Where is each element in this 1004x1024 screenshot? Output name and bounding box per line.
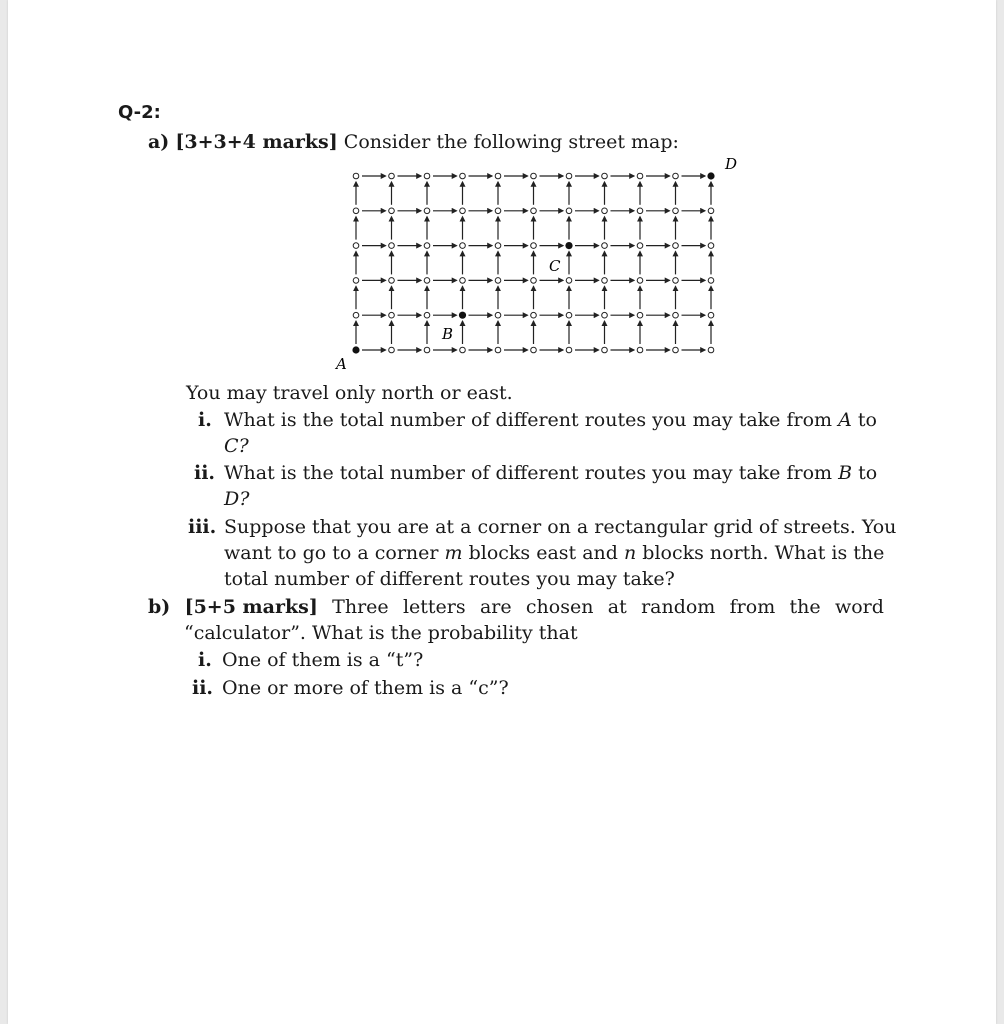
street-corner — [389, 278, 395, 284]
street-corner — [673, 208, 679, 214]
point-d-node — [707, 172, 714, 179]
street-corner — [495, 243, 501, 249]
part-b-word: letters — [402, 596, 466, 618]
item-a-ii-text: What is the total number of different routes you may take from — [224, 462, 833, 484]
street-corner — [708, 278, 714, 284]
item-a-iii-text-b: blocks east and — [468, 542, 618, 564]
street-corner — [531, 278, 537, 284]
street-map — [328, 150, 748, 380]
item-a-i-var: A — [838, 409, 852, 431]
street-corner — [531, 173, 537, 179]
street-corner — [424, 243, 430, 249]
street-corner — [424, 278, 430, 284]
part-b-word: from — [729, 596, 776, 618]
street-corner — [353, 208, 359, 214]
street-corner — [602, 208, 608, 214]
item-a-iii-var-m: m — [444, 542, 463, 564]
street-grid — [356, 176, 711, 350]
item-a-i-number: i. — [198, 409, 212, 431]
street-corner — [495, 347, 501, 353]
part-b-word: word — [834, 596, 884, 618]
item-a-iii-line1: Suppose that you are at a corner on a rectangular grid of streets. You — [224, 516, 897, 538]
part-b-marks: [5+5 marks] — [184, 596, 318, 618]
street-corner — [460, 173, 466, 179]
item-a-i-line2: C? — [224, 435, 249, 457]
street-corner — [602, 347, 608, 353]
street-corner — [531, 243, 537, 249]
street-corner — [602, 243, 608, 249]
part-b-word: at — [607, 596, 627, 618]
point-a-node — [352, 346, 359, 353]
part-b-header — [148, 594, 884, 620]
street-corner — [566, 173, 572, 179]
point-c-node — [565, 242, 572, 249]
street-corner — [353, 173, 359, 179]
street-corner — [460, 243, 466, 249]
street-corner — [389, 243, 395, 249]
street-corner — [566, 208, 572, 214]
street-corner — [353, 312, 359, 318]
question-label: Q-2: — [118, 102, 161, 123]
point-label-b: B — [442, 325, 454, 343]
street-corner — [460, 347, 466, 353]
street-corner — [353, 278, 359, 284]
street-corner — [602, 278, 608, 284]
street-corner — [637, 173, 643, 179]
item-a-iii-text-c: blocks north. What is the — [642, 542, 885, 564]
street-corner — [353, 243, 359, 249]
part-b-word: are — [479, 596, 512, 618]
street-corner — [566, 312, 572, 318]
street-corner — [531, 208, 537, 214]
street-corner — [424, 312, 430, 318]
street-corner — [495, 278, 501, 284]
street-corner — [637, 312, 643, 318]
part-b-word: Three — [332, 596, 389, 618]
travel-rule: You may travel only north or east. — [186, 382, 513, 404]
item-a-ii-text-end: to — [858, 462, 878, 484]
street-corner — [531, 312, 537, 318]
part-b-line1 — [148, 594, 884, 620]
street-corner — [389, 208, 395, 214]
item-a-iii-line2 — [224, 540, 884, 566]
street-corner — [566, 347, 572, 353]
street-corner — [389, 347, 395, 353]
item-a-iii-text-a: want to go to a corner — [224, 542, 439, 564]
street-corner — [424, 173, 430, 179]
item-a-ii-number: ii. — [194, 462, 216, 484]
point-label-d: D — [725, 155, 738, 173]
street-corner — [673, 278, 679, 284]
item-a-i-line1 — [224, 407, 877, 433]
item-a-i-text: What is the total number of different routes you may take from — [224, 409, 833, 431]
street-corner — [637, 278, 643, 284]
street-corner — [637, 347, 643, 353]
street-corner — [389, 312, 395, 318]
street-corner — [708, 208, 714, 214]
item-a-iii-line3: total number of different routes you may take? — [224, 568, 675, 590]
street-corner — [424, 208, 430, 214]
street-corner — [495, 208, 501, 214]
street-corner — [460, 278, 466, 284]
street-corner — [673, 243, 679, 249]
street-corner — [708, 312, 714, 318]
street-corner — [602, 173, 608, 179]
part-a-intro: Consider the following street map: — [343, 131, 679, 153]
street-corner — [495, 173, 501, 179]
part-b-line2: “calculator”. What is the probability that — [184, 622, 578, 644]
document-page — [8, 0, 996, 1024]
street-corner — [460, 208, 466, 214]
item-a-iii-var-n: n — [624, 542, 637, 564]
part-b-word: random — [641, 596, 716, 618]
item-a-iii-number: iii. — [188, 516, 217, 538]
point-labels — [334, 155, 737, 373]
item-b-ii-number: ii. — [192, 677, 214, 699]
part-a-marks: [3+3+4 marks] — [175, 131, 338, 153]
street-corner — [495, 312, 501, 318]
item-b-ii-text: One or more of them is a “c”? — [222, 677, 509, 699]
street-corner — [673, 347, 679, 353]
street-corner — [673, 173, 679, 179]
street-corner — [673, 312, 679, 318]
street-corner — [602, 312, 608, 318]
item-b-i-text: One of them is a “t”? — [222, 649, 424, 671]
street-corner — [708, 347, 714, 353]
item-b-i-number: i. — [198, 649, 212, 671]
street-corner — [637, 243, 643, 249]
point-label-a: A — [336, 355, 347, 373]
item-a-ii-line1 — [224, 460, 877, 486]
part-b-label: b) — [148, 596, 171, 618]
part-a-label: a) — [148, 131, 170, 153]
item-a-i-text-end: to — [857, 409, 877, 431]
street-corner — [531, 347, 537, 353]
point-label-c: C — [549, 257, 561, 275]
part-b-word: the — [789, 596, 821, 618]
part-b-word: chosen — [525, 596, 594, 618]
street-corner — [637, 208, 643, 214]
street-corner — [566, 278, 572, 284]
street-corner — [389, 173, 395, 179]
street-corner — [424, 347, 430, 353]
street-corner — [708, 243, 714, 249]
point-b-node — [459, 312, 466, 319]
item-a-ii-var: B — [838, 462, 853, 484]
item-a-ii-line2: D? — [224, 488, 250, 510]
question-content — [8, 0, 996, 1024]
